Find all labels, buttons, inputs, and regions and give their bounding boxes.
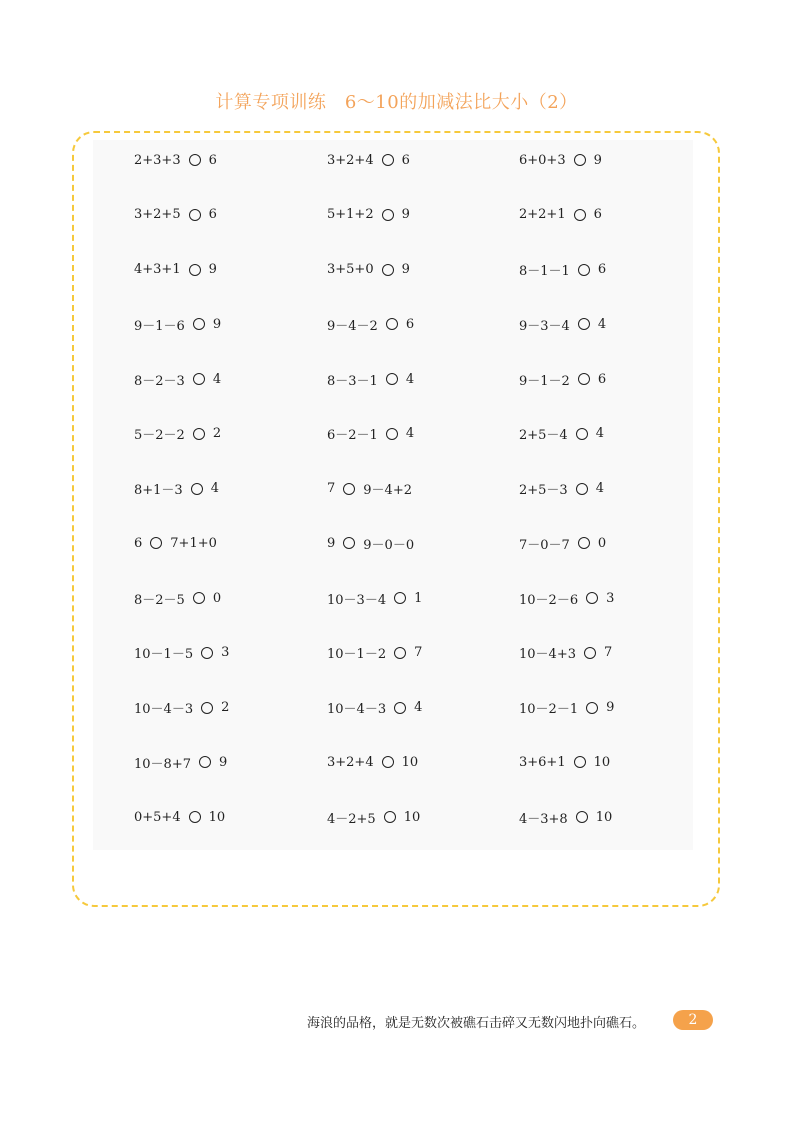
page-title: 计算专项训练 6～10的加减法比大小（2） bbox=[215, 92, 578, 113]
right-expression: 9 bbox=[401, 207, 410, 223]
right-expression: 3 bbox=[606, 590, 615, 606]
answer-circle[interactable] bbox=[193, 318, 205, 330]
comparison-item bbox=[519, 588, 614, 608]
exercise-row bbox=[134, 314, 734, 369]
answer-circle[interactable] bbox=[382, 756, 394, 768]
answer-circle[interactable] bbox=[191, 483, 203, 495]
left-expression: 3+2+4 bbox=[327, 152, 374, 168]
comparison-item bbox=[134, 260, 217, 280]
right-expression: 4 bbox=[210, 481, 219, 496]
answer-circle[interactable] bbox=[586, 592, 598, 604]
comparison-item bbox=[327, 643, 422, 663]
comparison-item bbox=[134, 643, 229, 663]
comparison-item bbox=[327, 752, 418, 772]
answer-circle[interactable] bbox=[201, 647, 213, 659]
right-expression: 6 bbox=[208, 152, 217, 168]
comparison-item bbox=[134, 752, 227, 772]
exercise-row bbox=[134, 205, 734, 260]
comparison-item bbox=[327, 150, 410, 170]
left-expression: 3+5+0 bbox=[327, 262, 374, 277]
comparison-item bbox=[327, 533, 414, 553]
exercise-row bbox=[134, 533, 734, 588]
exercise-row bbox=[134, 588, 734, 643]
answer-circle[interactable] bbox=[199, 756, 211, 768]
answer-circle[interactable] bbox=[189, 264, 201, 276]
comparison-item bbox=[134, 807, 225, 827]
comparison-item bbox=[134, 588, 221, 608]
exercise-row bbox=[134, 479, 734, 534]
right-expression: 7 bbox=[414, 645, 423, 661]
comparison-item bbox=[327, 588, 422, 608]
comparison-item bbox=[327, 205, 410, 225]
page-number-badge: 2 bbox=[673, 1010, 713, 1030]
left-expression: 10－2－6 bbox=[519, 592, 579, 608]
right-expression: 6 bbox=[597, 262, 607, 277]
comparison-item bbox=[327, 479, 412, 499]
comparison-item bbox=[134, 698, 229, 718]
answer-circle[interactable] bbox=[584, 647, 596, 659]
right-expression: 6 bbox=[401, 152, 410, 168]
answer-circle[interactable] bbox=[394, 647, 406, 659]
comparison-item bbox=[134, 424, 221, 444]
comparison-item bbox=[134, 205, 217, 225]
answer-circle[interactable] bbox=[394, 702, 406, 714]
left-expression: 8－3－1 bbox=[327, 373, 378, 389]
right-expression: 4 bbox=[414, 700, 423, 715]
left-expression: 8－1－1 bbox=[519, 264, 570, 279]
right-expression: 9 bbox=[212, 316, 222, 332]
right-expression: 4 bbox=[405, 371, 415, 387]
comparison-item bbox=[519, 698, 614, 718]
left-expression: 10－2－1 bbox=[519, 702, 579, 717]
right-expression: 2 bbox=[212, 426, 222, 442]
right-expression: 3 bbox=[221, 645, 230, 661]
comparison-item bbox=[519, 260, 606, 280]
left-expression: 2+2+1 bbox=[519, 207, 566, 223]
answer-circle[interactable] bbox=[382, 264, 394, 276]
comparison-item bbox=[327, 369, 414, 389]
right-expression: 9－4+2 bbox=[363, 483, 412, 498]
left-expression: 3+2+5 bbox=[134, 207, 181, 223]
exercise-grid bbox=[134, 150, 734, 862]
left-expression: 8－2－3 bbox=[134, 373, 185, 389]
answer-circle[interactable] bbox=[576, 811, 588, 823]
right-expression: 10 bbox=[595, 809, 613, 825]
footer-quote: 海浪的品格，就是无数次被礁石击碎又无数闪地扑向礁石。 bbox=[306, 1016, 645, 1031]
right-expression: 7+1+0 bbox=[170, 535, 217, 551]
answer-circle[interactable] bbox=[386, 428, 398, 440]
answer-circle[interactable] bbox=[578, 537, 590, 549]
left-expression: 4+3+1 bbox=[134, 262, 181, 277]
right-expression: 6 bbox=[405, 316, 415, 332]
exercise-row bbox=[134, 643, 734, 698]
right-expression: 1 bbox=[414, 590, 423, 606]
comparison-item bbox=[519, 150, 602, 170]
left-expression: 5+1+2 bbox=[327, 207, 374, 223]
answer-circle[interactable] bbox=[343, 483, 355, 495]
left-expression: 7－0－7 bbox=[519, 537, 570, 553]
right-expression: 9 bbox=[401, 262, 410, 277]
left-expression: 6 bbox=[134, 535, 143, 551]
left-expression: 4－3+8 bbox=[519, 811, 568, 827]
right-expression: 9 bbox=[208, 262, 217, 277]
answer-circle[interactable] bbox=[343, 537, 355, 549]
left-expression: 6－2－1 bbox=[327, 428, 378, 444]
exercise-row bbox=[134, 424, 734, 479]
right-expression: 10 bbox=[401, 754, 419, 770]
answer-circle[interactable] bbox=[586, 702, 598, 714]
left-expression: 9－1－6 bbox=[134, 318, 185, 334]
answer-circle[interactable] bbox=[382, 154, 394, 166]
answer-circle[interactable] bbox=[150, 537, 162, 549]
right-expression: 4 bbox=[595, 426, 604, 442]
left-expression: 2+5－4 bbox=[519, 428, 568, 444]
answer-circle[interactable] bbox=[384, 811, 396, 823]
right-expression: 0 bbox=[597, 535, 607, 551]
comparison-item bbox=[519, 205, 602, 225]
right-expression: 9 bbox=[218, 754, 228, 770]
left-expression: 3+2+4 bbox=[327, 754, 374, 770]
right-expression: 4 bbox=[595, 481, 604, 496]
comparison-item bbox=[327, 314, 414, 334]
left-expression: 10－1－2 bbox=[327, 647, 387, 663]
comparison-item bbox=[519, 643, 612, 663]
right-expression: 0 bbox=[212, 590, 222, 606]
right-expression: 2 bbox=[221, 700, 230, 715]
left-expression: 10－4－3 bbox=[327, 702, 387, 717]
left-expression: 3+6+1 bbox=[519, 754, 566, 770]
right-expression: 4 bbox=[405, 426, 415, 442]
answer-circle[interactable] bbox=[574, 154, 586, 166]
answer-circle[interactable] bbox=[574, 756, 586, 768]
right-expression: 10 bbox=[593, 754, 611, 770]
comparison-item bbox=[134, 150, 217, 170]
answer-circle[interactable] bbox=[394, 592, 406, 604]
comparison-item bbox=[519, 752, 610, 772]
answer-circle[interactable] bbox=[193, 373, 205, 385]
comparison-item bbox=[327, 424, 414, 444]
right-expression: 10 bbox=[208, 809, 226, 825]
answer-circle[interactable] bbox=[189, 154, 201, 166]
left-expression: 9－1－2 bbox=[519, 373, 570, 389]
answer-circle[interactable] bbox=[193, 428, 205, 440]
comparison-item bbox=[327, 698, 422, 718]
answer-circle[interactable] bbox=[386, 318, 398, 330]
exercise-row bbox=[134, 150, 734, 205]
left-expression: 10－8+7 bbox=[134, 756, 191, 772]
left-expression: 6+0+3 bbox=[519, 152, 566, 168]
answer-circle[interactable] bbox=[576, 428, 588, 440]
comparison-item bbox=[519, 369, 606, 389]
answer-circle[interactable] bbox=[578, 373, 590, 385]
exercise-row bbox=[134, 698, 734, 753]
right-expression: 4 bbox=[212, 371, 222, 387]
answer-circle[interactable] bbox=[189, 209, 201, 221]
left-expression: 5－2－2 bbox=[134, 428, 185, 444]
comparison-item bbox=[134, 314, 221, 334]
answer-circle[interactable] bbox=[578, 318, 590, 330]
right-expression: 9－0－0 bbox=[363, 537, 415, 553]
left-expression: 9－4－2 bbox=[327, 318, 378, 334]
comparison-item bbox=[519, 314, 606, 334]
left-expression: 10－4－3 bbox=[134, 702, 194, 717]
comparison-item bbox=[519, 533, 606, 553]
comparison-item bbox=[519, 807, 612, 827]
comparison-item bbox=[327, 807, 420, 827]
left-expression: 10－1－5 bbox=[134, 647, 194, 663]
right-expression: 6 bbox=[208, 207, 217, 223]
exercise-row bbox=[134, 807, 734, 862]
left-expression: 8+1－3 bbox=[134, 483, 183, 498]
right-expression: 6 bbox=[597, 371, 607, 387]
exercise-row bbox=[134, 752, 734, 807]
answer-circle[interactable] bbox=[193, 592, 205, 604]
left-expression: 9－3－4 bbox=[519, 318, 570, 334]
exercise-row bbox=[134, 369, 734, 424]
left-expression: 0+5+4 bbox=[134, 809, 181, 825]
exercise-row bbox=[134, 260, 734, 315]
comparison-item bbox=[134, 479, 219, 499]
comparison-item bbox=[134, 533, 217, 553]
left-expression: 9 bbox=[327, 535, 336, 551]
answer-circle[interactable] bbox=[201, 702, 213, 714]
left-expression: 7 bbox=[327, 481, 336, 496]
answer-circle[interactable] bbox=[576, 483, 588, 495]
comparison-item bbox=[519, 424, 604, 444]
right-expression: 7 bbox=[603, 645, 613, 661]
comparison-item bbox=[519, 479, 604, 499]
left-expression: 2+5－3 bbox=[519, 483, 568, 498]
left-expression: 2+3+3 bbox=[134, 152, 181, 168]
right-expression: 9 bbox=[606, 700, 615, 715]
answer-circle[interactable] bbox=[382, 209, 394, 221]
comparison-item bbox=[327, 260, 410, 280]
left-expression: 8－2－5 bbox=[134, 592, 185, 608]
right-expression: 4 bbox=[597, 316, 607, 332]
answer-circle[interactable] bbox=[189, 811, 201, 823]
answer-circle[interactable] bbox=[386, 373, 398, 385]
right-expression: 6 bbox=[593, 207, 602, 223]
right-expression: 9 bbox=[593, 152, 602, 168]
left-expression: 10－3－4 bbox=[327, 592, 387, 608]
answer-circle[interactable] bbox=[574, 209, 586, 221]
right-expression: 10 bbox=[403, 809, 421, 825]
left-expression: 10－4+3 bbox=[519, 647, 576, 663]
comparison-item bbox=[134, 369, 221, 389]
answer-circle[interactable] bbox=[578, 264, 590, 276]
left-expression: 4－2+5 bbox=[327, 811, 376, 827]
